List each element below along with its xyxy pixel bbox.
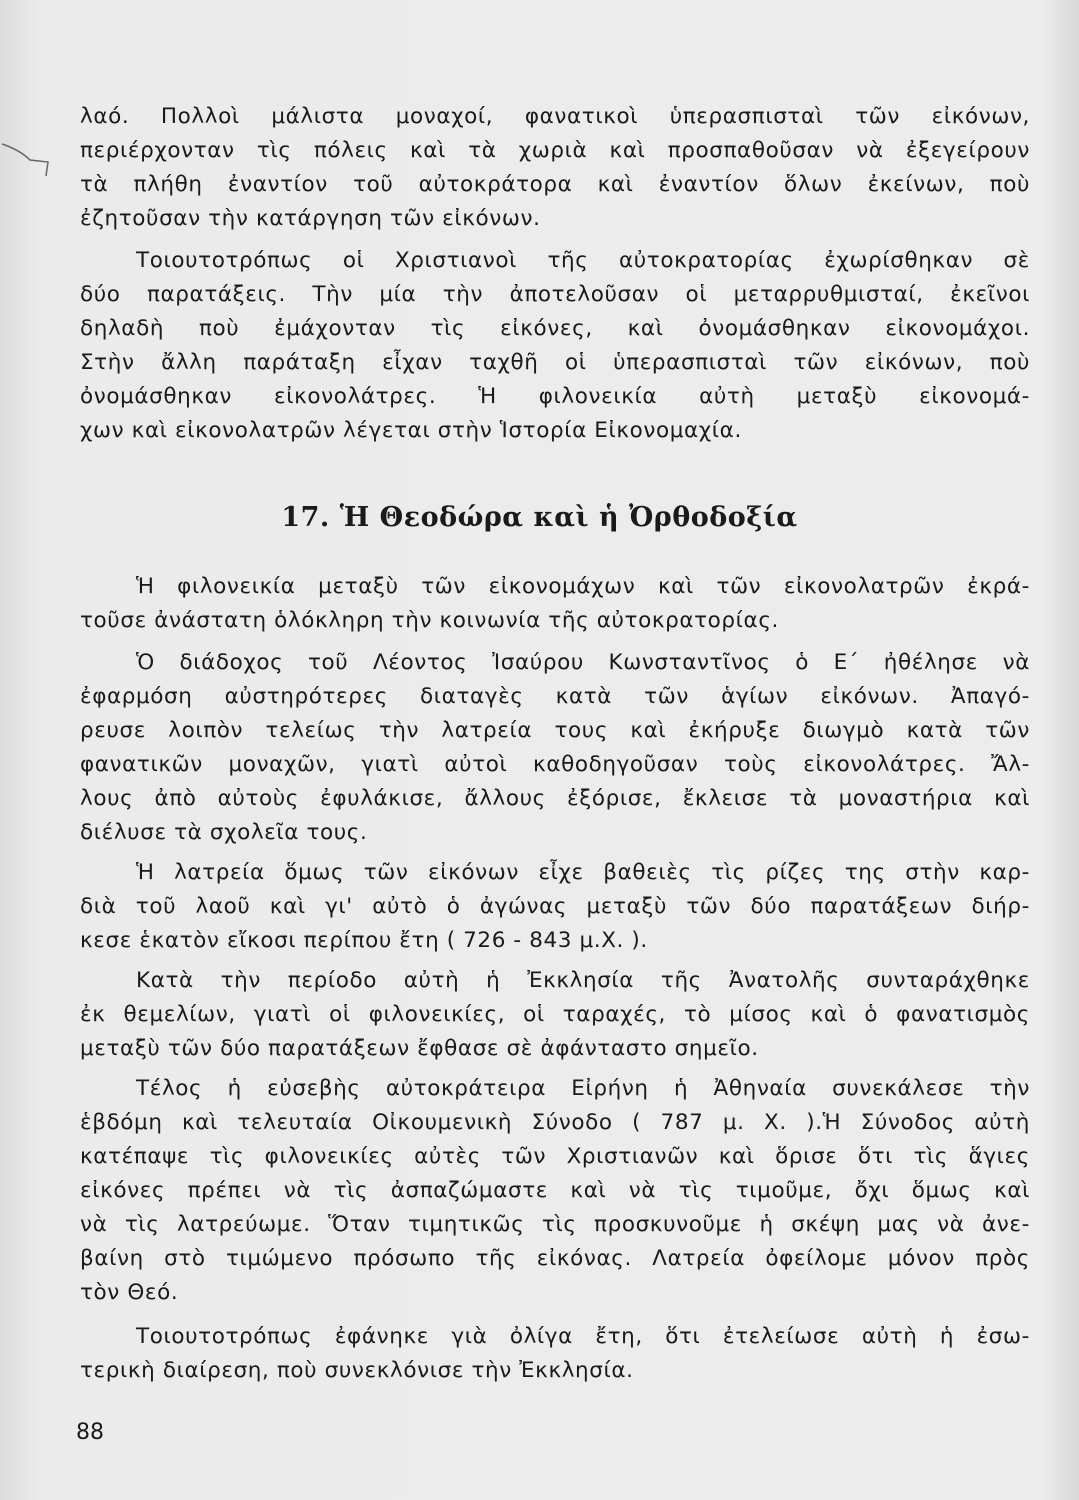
text-line: φανατικῶν μοναχῶν, γιατὶ αὐτοὶ καθοδηγοῦσαν τοὺς εἰκονολάτρες. Ἄλ-: [80, 752, 1030, 777]
paragraph-constantine: [80, 646, 1030, 850]
text-line: μεταξὺ τῶν δύο παρατάξεων ἔφθασε σὲ ἀφάνταστο σημεῖο.: [80, 1036, 759, 1061]
text-line: τοῦσε ἀνάστατη ὁλόκληρη τὴν κοινωνία τῆς αὐτοκρατορίας.: [80, 608, 779, 633]
page-number: 88: [76, 1420, 104, 1445]
text-line: ἐφαρμόση αὐστηρότερες διαταγὲς κατὰ τῶν ἁγίων εἰκόνων. Ἀπαγό-: [80, 684, 1030, 709]
text-line: ἐκ θεμελίων, γιατὶ οἱ φιλονεικίες, οἱ ταραχές, τὸ μίσος καὶ ὁ φανατισμὸς: [80, 1002, 1030, 1027]
text-line: χων καὶ εἰκονολατρῶν λέγεται στὴν Ἱστορία Εἰκονομαχία.: [80, 418, 742, 443]
text-line: τὰ πλήθη ἐναντίον τοῦ αὐτοκράτορα καὶ ἐναντίον ὅλων ἐκείνων, ποὺ: [80, 172, 1030, 197]
text-line: νὰ τὶς λατρεύωμε. Ὅταν τιμητικῶς τὶς προσκυνοῦμε ἡ σκέψη μας νὰ ἀνε-: [80, 1212, 1030, 1237]
text-line: τερικὴ διαίρεση, ποὺ συνεκλόνισε τὴν Ἐκκλησία.: [80, 1358, 634, 1383]
text-line: ἐζητοῦσαν τὴν κατάργηση τῶν εἰκόνων.: [80, 206, 541, 231]
text-line: δύο παρατάξεις. Τὴν μία τὴν ἀποτελοῦσαν οἱ μεταρρυθμισταί, ἐκεῖνοι: [80, 282, 1030, 307]
text-line: περιέρχονταν τὶς πόλεις καὶ τὰ χωριὰ καὶ προσπαθοῦσαν νὰ ἐξεγείρουν: [80, 138, 1030, 163]
text-line: δηλαδὴ ποὺ ἐμάχονταν τὶς εἰκόνες, καὶ ὀνομάσθηκαν εἰκονομάχοι.: [80, 316, 1030, 341]
text-line: εἰκόνες πρέπει νὰ τὶς ἀσπαζώμαστε καὶ νὰ τὶς τιμοῦμε, ὄχι ὅμως καὶ: [80, 1178, 1030, 1203]
text-line: Τέλος ἡ εὐσεβὴς αὐτοκράτειρα Εἰρήνη ἡ Ἀθηναία συνεκάλεσε τὴν: [136, 1076, 1030, 1101]
text-line: ἑβδόμη καὶ τελευταία Οἰκουμενικὴ Σύνοδο ( 787 μ. Χ. ).Ἡ Σύνοδος αὐτὴ: [80, 1110, 1030, 1135]
text-line: Στὴν ἄλλη παράταξη εἶχαν ταχθῆ οἱ ὑπερασπισταὶ τῶν εἰκόνων, ποὺ: [80, 350, 1030, 375]
text-line: ὀνομάσθηκαν εἰκονολάτρες. Ἡ φιλονεικία αὐτὴ μεταξὺ εἰκονομά-: [80, 384, 1030, 409]
text-line: τὸν Θεό.: [80, 1280, 179, 1305]
text-line: Τοιουτοτρόπως οἱ Χριστιανοὶ τῆς αὐτοκρατορίας ἐχωρίσθηκαν σὲ: [136, 248, 1030, 273]
paragraph-continuation: [80, 100, 1030, 236]
text-line: διέλυσε τὰ σχολεῖα τους.: [80, 820, 368, 845]
text-line: λους ἀπὸ αὐτοὺς ἐφυλάκισε, ἄλλους ἐξόρισε, ἔκλεισε τὰ μοναστήρια καὶ: [80, 786, 1030, 811]
text-line: διὰ τοῦ λαοῦ καὶ γι' αὐτὸ ὁ ἀγώνας μεταξὺ τῶν δύο παρατάξεων διήρ-: [80, 894, 1030, 919]
paragraph-iconoclasm-factions: [80, 244, 1030, 448]
text-line: λαό. Πολλοὶ μάλιστα μοναχοί, φανατικοὶ ὑπερασπισταὶ τῶν εἰκόνων,: [80, 104, 1030, 129]
paragraph-conclusion: [80, 1320, 1030, 1388]
text-line: Ὁ διάδοχος τοῦ Λέοντος Ἰσαύρου Κωνσταντῖνος ὁ Ε΄ ἠθέλησε νὰ: [136, 650, 1030, 675]
text-line: κατέπαψε τὶς φιλονεικίες αὐτὲς τῶν Χριστιανῶν καὶ ὅρισε ὅτι τὶς ἅγιες: [80, 1144, 1030, 1169]
margin-pencil-mark: [0, 140, 52, 180]
paragraph-dispute: [80, 570, 1030, 638]
text-line: βαίνη στὸ τιμώμενο πρόσωπο τῆς εἰκόνας. Λατρεία ὀφείλομε μόνον πρὸς: [80, 1246, 1030, 1271]
paragraph-church-turmoil: [80, 964, 1030, 1066]
text-line: Ἡ λατρεία ὅμως τῶν εἰκόνων εἶχε βαθειὲς τὶς ρίζες της στὴν καρ-: [136, 860, 1030, 885]
text-line: Ἡ φιλονεικία μεταξὺ τῶν εἰκονομάχων καὶ τῶν εἰκονολατρῶν ἐκρά-: [136, 574, 1030, 599]
text-line: ρευσε λοιπὸν τελείως τὴν λατρεία τους καὶ ἐκήρυξε διωγμὸ κατὰ τῶν: [80, 718, 1030, 743]
paragraph-worship-roots: [80, 856, 1030, 958]
paragraph-irene-synod: [80, 1072, 1030, 1310]
text-line: Τοιουτοτρόπως ἐφάνηκε γιὰ ὀλίγα ἔτη, ὅτι ἐτελείωσε αὐτὴ ἡ ἐσω-: [136, 1324, 1030, 1349]
section-heading: 17. Ἡ Θεοδώρα καὶ ἡ Ὀρθοδοξία: [281, 502, 798, 533]
text-line: κεσε ἑκατὸν εἴκοσι περίπου ἔτη ( 726 - 843 μ.Χ. ).: [80, 928, 648, 953]
text-line: Κατὰ τὴν περίοδο αὐτὴ ἡ Ἐκκλησία τῆς Ἀνατολῆς συνταράχθηκε: [136, 968, 1030, 993]
